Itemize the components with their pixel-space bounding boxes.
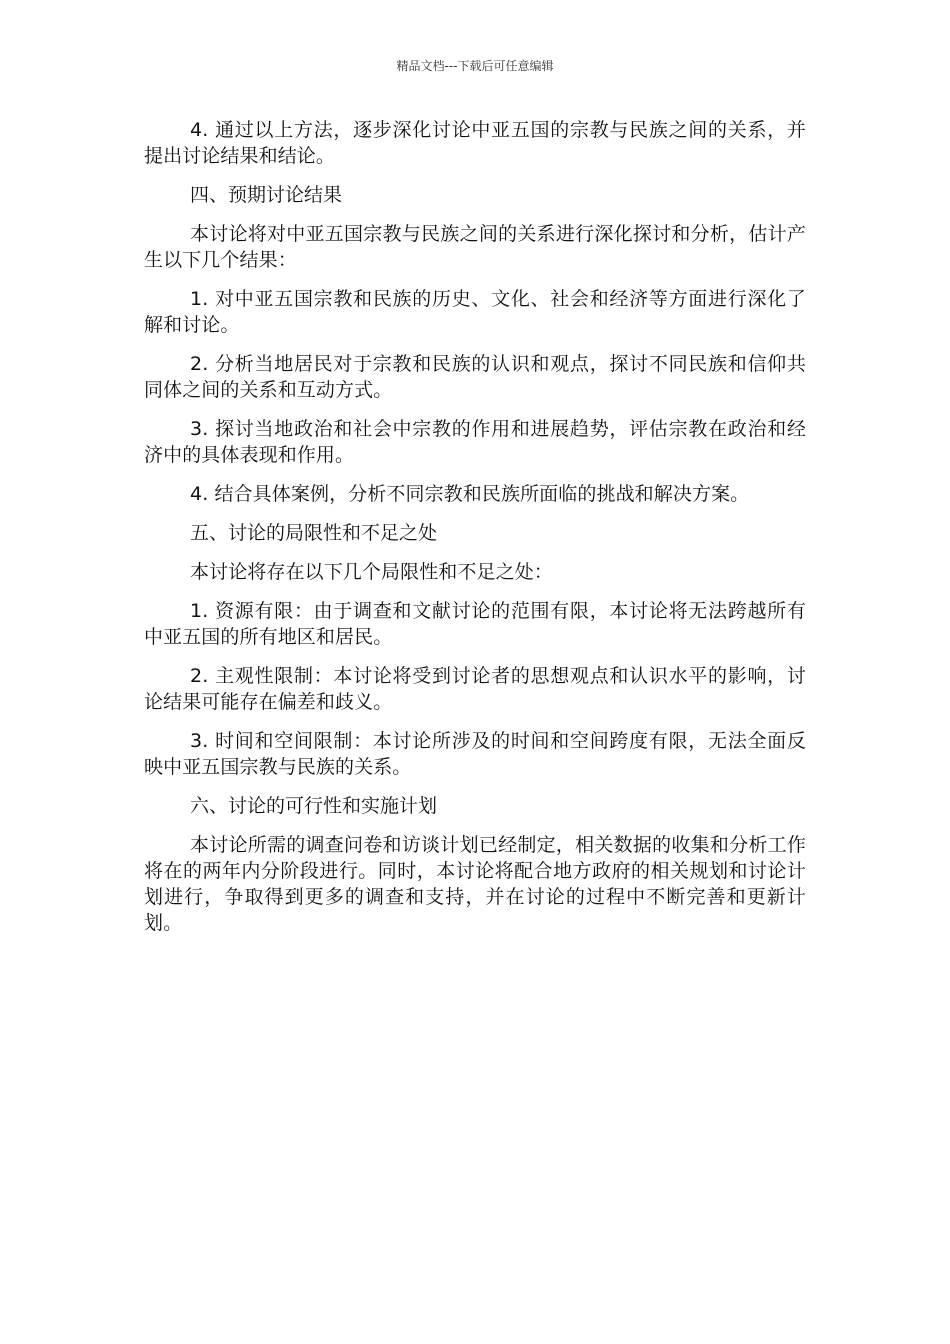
paragraph-result-2: 2. 分析当地居民对于宗教和民族的认识和观点，探讨不同民族和信仰共同体之间的关系和互动方式。 <box>144 353 806 401</box>
paragraph-limitation-3: 3. 时间和空间限制：本讨论所涉及的时间和空间跨度有限，无法全面反映中亚五国宗教与民族的关系。 <box>144 730 806 778</box>
paragraph-method-4: 4. 通过以上方法，逐步深化讨论中亚五国的宗教与民族之间的关系，并提出讨论结果和结论。 <box>144 119 806 167</box>
section-heading-feasibility: 六、讨论的可行性和实施计划 <box>190 795 438 817</box>
paragraph-limitation-2: 2. 主观性限制：本讨论将受到讨论者的思想观点和认识水平的影响，讨论结果可能存在偏差和歧义。 <box>144 665 806 713</box>
page-header: 精品文档---下载后可任意编辑 <box>396 59 554 73</box>
paragraph-results-intro: 本讨论将对中亚五国宗教与民族之间的关系进行深化探讨和分析，估计产生以下几个结果： <box>144 223 806 271</box>
document-body <box>144 117 806 949</box>
paragraph-limitation-1: 1. 资源有限：由于调查和文献讨论的范围有限，本讨论将无法跨越所有中亚五国的所有地区和居民。 <box>144 600 806 648</box>
paragraph-limitations-intro: 本讨论将存在以下几个局限性和不足之处： <box>190 561 553 583</box>
paragraph-feasibility: 本讨论所需的调查问卷和访谈计划已经制定，相关数据的收集和分析工作将在的两年内分阶段进行。同时，本讨论将配合地方政府的相关规划和讨论计划进行，争取得到更多的调查和支持，并在讨论的过程中不断完善和更新计划。 <box>144 834 806 934</box>
section-heading-expected-results: 四、预期讨论结果 <box>190 184 343 206</box>
section-heading-limitations: 五、讨论的局限性和不足之处 <box>190 522 438 544</box>
paragraph-result-1: 1. 对中亚五国宗教和民族的历史、文化、社会和经济等方面进行深化了解和讨论。 <box>144 288 806 336</box>
paragraph-result-4: 4. 结合具体案例，分析不同宗教和民族所面临的挑战和解决方案。 <box>190 483 750 505</box>
paragraph-result-3: 3. 探讨当地政治和社会中宗教的作用和进展趋势，评估宗教在政治和经济中的具体表现和作用。 <box>144 418 806 466</box>
